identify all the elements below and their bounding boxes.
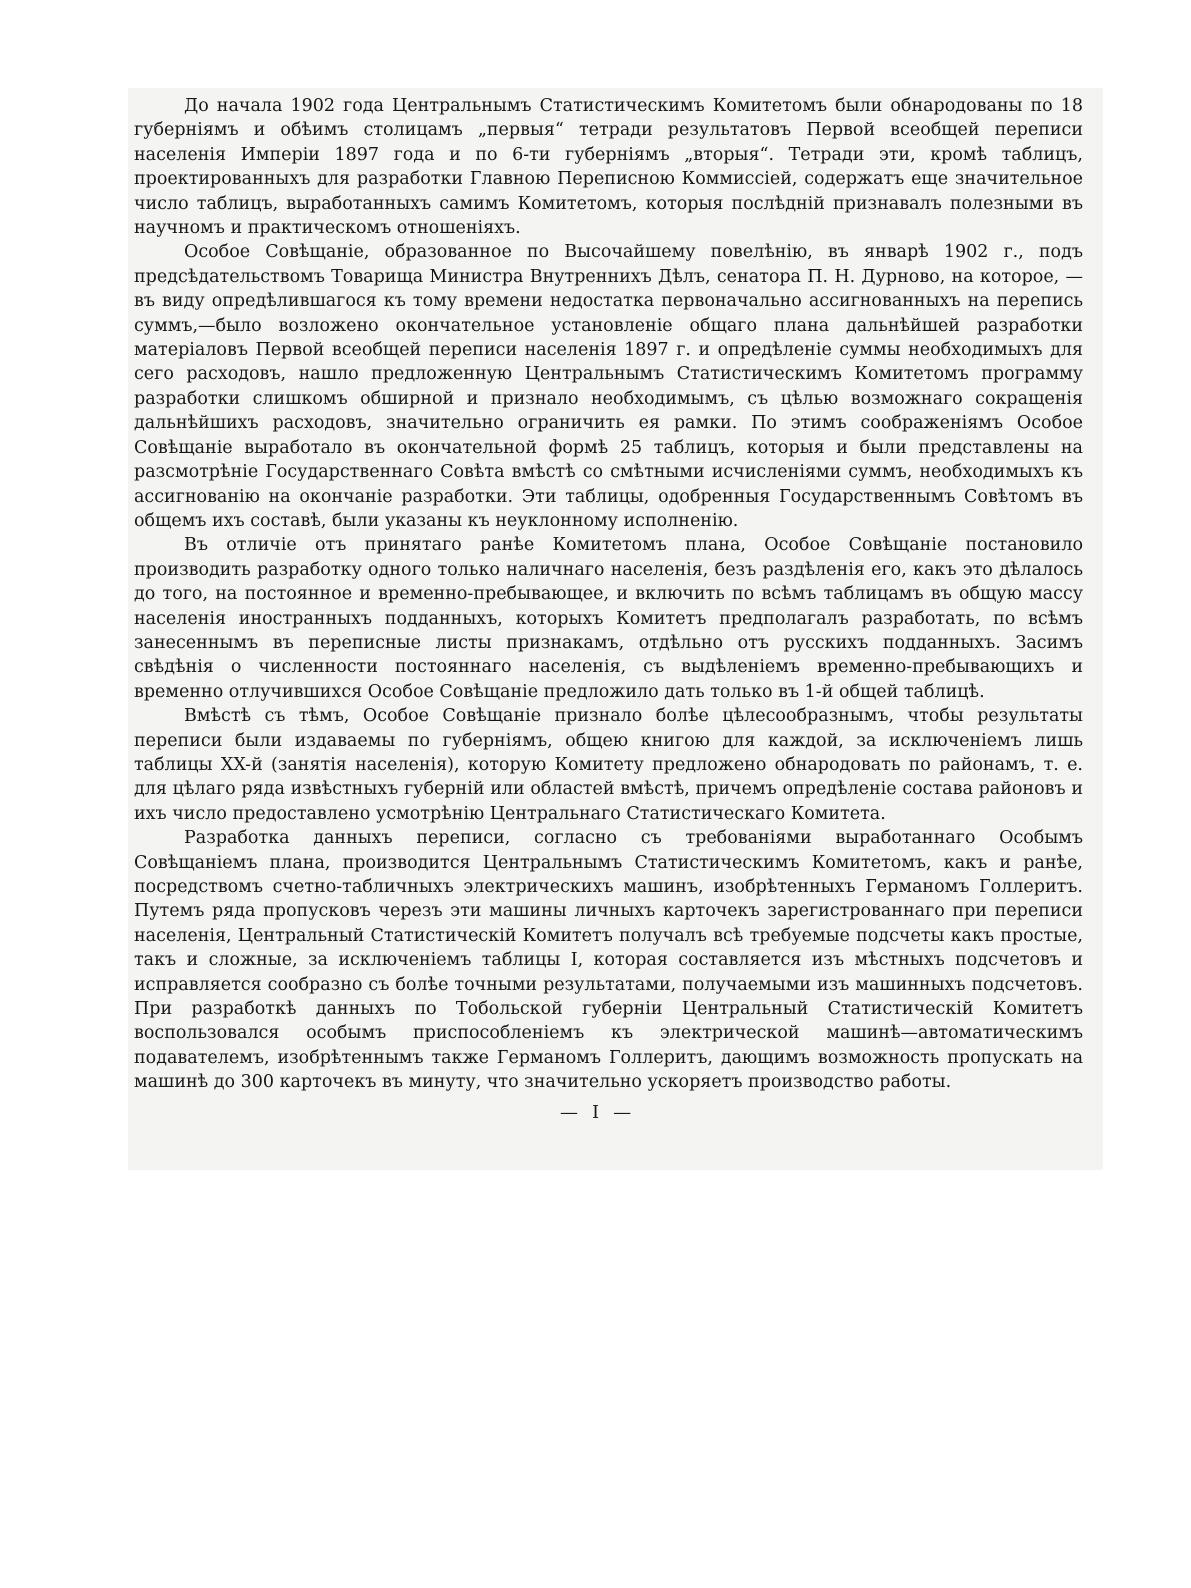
folio-dash-left: — (559, 1102, 578, 1123)
text-column (134, 94, 1083, 1095)
page-number: I (591, 1102, 600, 1123)
paragraph-3: Въ отличіе отъ принятаго ранѣе Комитетомъ плана, Особое Совѣщаніе постановило производить разработку одного только наличнаго населенія, безъ раздѣленія его, какъ это дѣлалось до того, на постоянное и временно-пребывающее, и включить по всѣмъ таблицамъ въ общую массу населенія иностранныхъ подданныхъ, которыхъ Комитетъ предполагалъ разработать, по всѣмъ занесеннымъ въ переписные листы признакамъ, отдѣльно отъ русскихъ подданныхъ. Засимъ свѣдѣнія о численности постояннаго населенія, съ выдѣленіемъ временно-пребывающихъ и временно отлучившихся Особое Совѣщаніе предложило дать только въ 1-й общей таблицѣ. (134, 535, 1083, 702)
paragraph-2: Особое Совѣщаніе, образованное по Высочайшему повелѣнію, въ январѣ 1902 г., подъ предсѣдательствомъ Товарища Министра Внутреннихъ Дѣлъ, сенатора П. Н. Дурново, на которое, — въ виду опредѣлившагося къ тому времени недостатка первоначально ассигнованныхъ на перепись суммъ,—было возложено окончательное установленіе общаго плана дальнѣйшей разработки матеріаловъ Первой всеобщей переписи населенія 1897 г. и опредѣленіе суммы необходимыхъ для сего расходовъ, нашло предложенную Центральнымъ Статистическимъ Комитетомъ программу разработки слишкомъ обширной и признало необходимымъ, съ цѣлью возможнаго сокращенія дальнѣйшихъ расходовъ, значительно ограничить ея рамки. По этимъ соображеніямъ Особое Совѣщаніе выработало въ окончательной формѣ 25 таблицъ, которыя и были представлены на разсмотрѣніе Государственнаго Совѣта вмѣстѣ со смѣтными исчисленіями суммъ, необходимыхъ къ ассигнованію на окончаніе разработки. Эти таблицы, одобренныя Государственнымъ Совѣтомъ въ общемъ ихъ составѣ, были указаны къ неуклонному исполненію. (134, 242, 1083, 531)
paragraph-4: Вмѣстѣ съ тѣмъ, Особое Совѣщаніе признало болѣе цѣлесообразнымъ, чтобы результаты переписи были издаваемы по губерніямъ, общею книгою для каждой, за исключеніемъ лишь таблицы XX-й (занятія населенія), которую Комитету предложено обнародовать по районамъ, т. е. для цѣлаго ряда извѣстныхъ губерній или областей вмѣстѣ, причемъ опредѣленіе состава районовъ и ихъ число предоставлено усмотрѣнію Центральнаго Статистическаго Комитета. (134, 706, 1083, 824)
paragraph-5: Разработка данныхъ переписи, согласно съ требованіями выработаннаго Особымъ Совѣщаніемъ плана, производится Центральнымъ Статистическимъ Комитетомъ, какъ и ранѣе, посредствомъ счетно-табличныхъ электрическихъ машинъ, изобрѣтенныхъ Германомъ Голлеритъ. Путемъ ряда пропусковъ черезъ эти машины личныхъ карточекъ зарегистрованнаго при переписи населенія, Центральный Статистическій Комитетъ получалъ всѣ требуемые подсчеты какъ простые, такъ и сложные, за исключеніемъ таблицы I, которая составляется изъ мѣстныхъ подсчетовъ и исправляется сообразно съ болѣе точными результатами, получаемыми изъ машинныхъ подсчетовъ. При разработкѣ данныхъ по Тобольской губерніи Центральный Статистическій Комитетъ воспользовался особымъ приспособленіемъ къ электрической машинѣ—автоматическимъ подавателемъ, изобрѣтеннымъ также Германомъ Голлеритъ, дающимъ возможность пропускать на машинѣ до 300 карточекъ въ минуту, что значительно ускоряетъ производство работы. (134, 828, 1083, 1093)
paragraph-1: До начала 1902 года Центральнымъ Статистическимъ Комитетомъ были обнародованы по 18 губерніямъ и обѣимъ столицамъ „первыя“ тетради результатовъ Первой всеобщей переписи населенія Имперіи 1897 года и по 6-ти губерніямъ „вторыя“. Тетради эти, кромѣ таблицъ, проектированныхъ для разработки Главною Переписною Коммиссіей, содержатъ еще значительное число таблицъ, выработанныхъ самимъ Комитетомъ, которыя послѣдній признавалъ полезными въ научномъ и практическомъ отношеніяхъ. (134, 96, 1083, 239)
page-folio (0, 1102, 1191, 1123)
folio-dash-right: — (613, 1102, 632, 1123)
